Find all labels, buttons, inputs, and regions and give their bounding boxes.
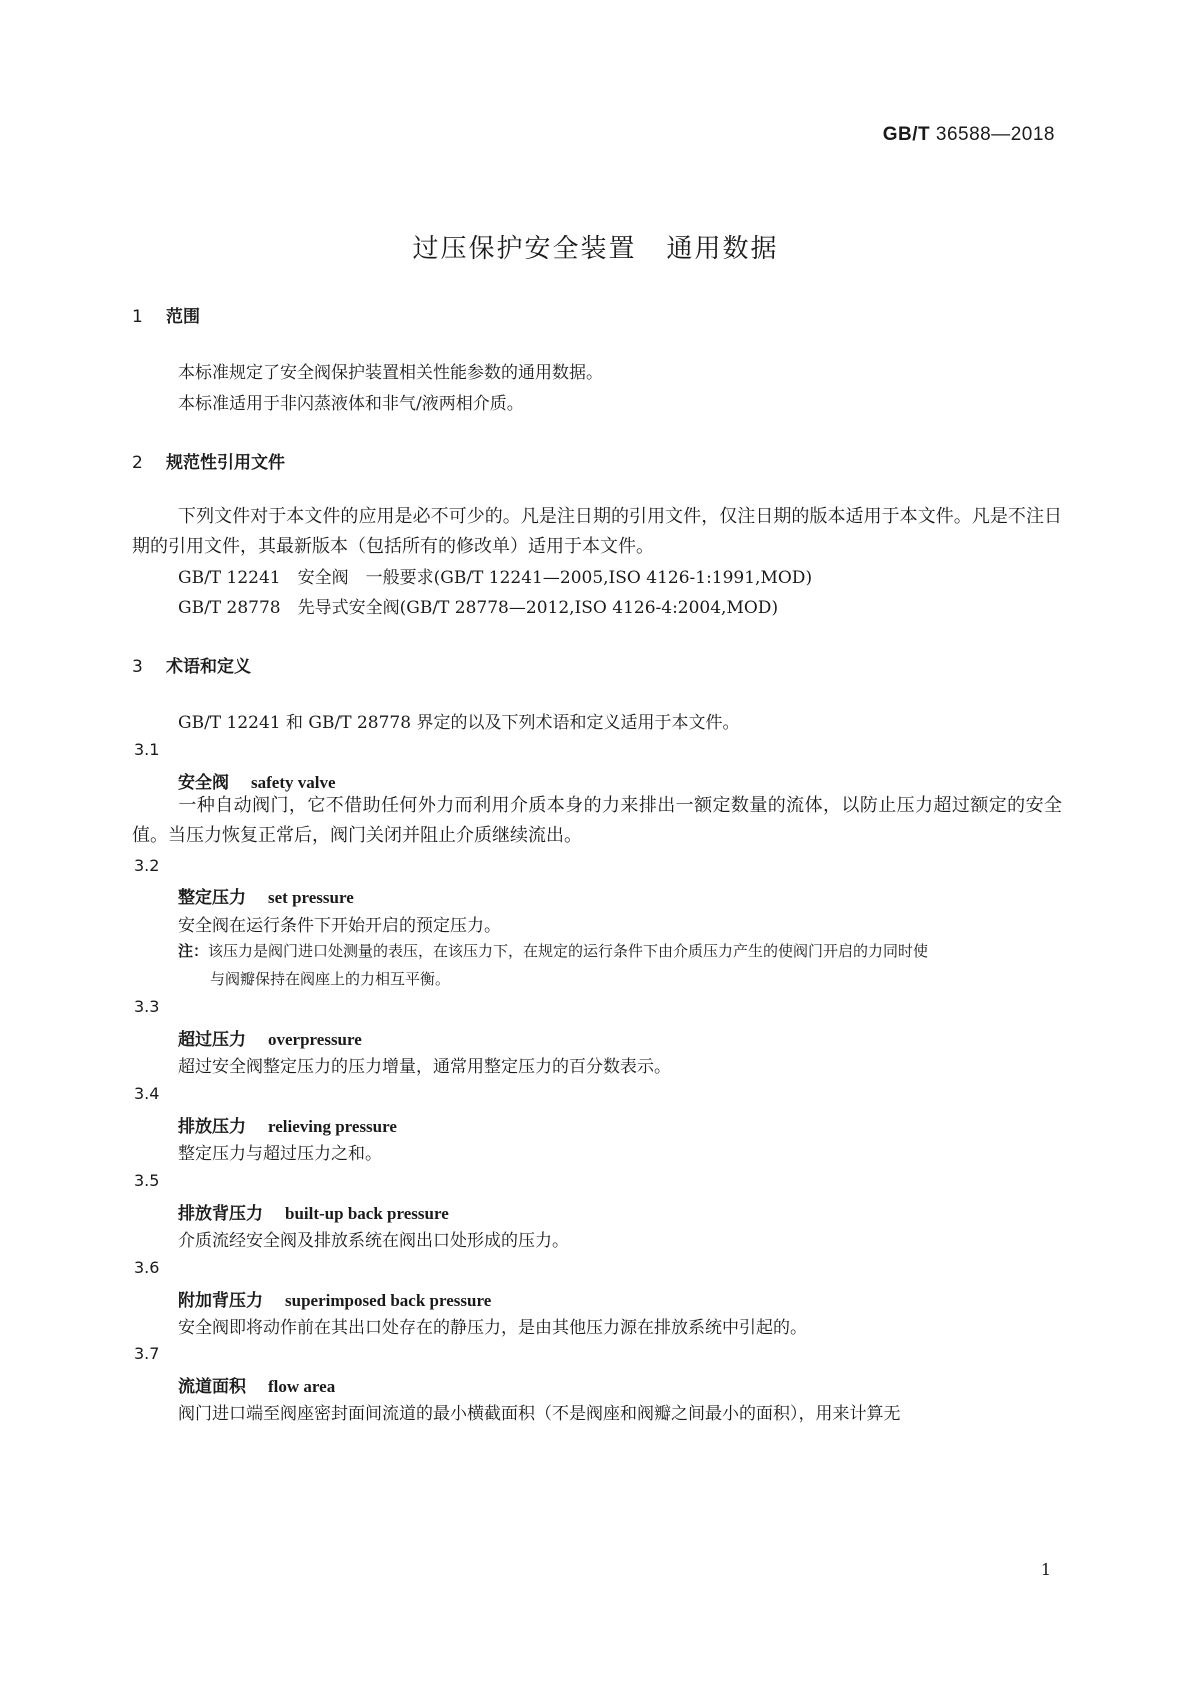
term-definition: 安全阀在运行条件下开始开启的预定压力。	[178, 916, 501, 936]
term-number: 3.7	[134, 1344, 160, 1363]
term-number: 3.1	[134, 740, 160, 759]
section-heading-terms: 3 术语和定义	[132, 657, 251, 677]
term-number: 3.3	[134, 997, 160, 1016]
term-title: 附加背压力 superimposed back pressure	[178, 1291, 492, 1311]
term-definition: 阀门进口端至阀座密封面间流道的最小横截面积（不是阀座和阀瓣之间最小的面积），用来计算无	[178, 1404, 901, 1424]
page-number: 1	[1040, 1560, 1051, 1579]
term-number: 3.2	[134, 856, 160, 875]
term-title: 排放压力 relieving pressure	[178, 1117, 397, 1137]
scope-paragraph-1: 本标准规定了安全阀保护装置相关性能参数的通用数据。	[178, 363, 603, 383]
document-title: 过压保护安全装置 通用数据	[412, 234, 779, 264]
term-title: 流道面积 flow area	[178, 1377, 336, 1397]
term-definition: 安全阀即将动作前在其出口处存在的静压力，是由其他压力源在排放系统中引起的。	[178, 1318, 807, 1338]
term-title: 排放背压力 built-up back pressure	[178, 1204, 449, 1224]
scope-paragraph-2: 本标准适用于非闪蒸液体和非气/液两相介质。	[178, 394, 524, 414]
standard-number: 36588—2018	[935, 124, 1055, 145]
term-note: 注：该压力是阀门进口处测量的表压，在该压力下，在规定的运行条件下由介质压力产生的使阀门开启的力同时使 与阀瓣保持在阀座上的力相互平衡。	[178, 942, 929, 988]
term-definition: 超过安全阀整定压力的压力增量，通常用整定压力的百分数表示。	[178, 1057, 671, 1077]
reference-item: GB/T 12241 安全阀 一般要求(GB/T 12241—2005,ISO 4126-1:1991,MOD)	[178, 568, 813, 588]
term-definition: 介质流经安全阀及排放系统在阀出口处形成的压力。	[178, 1231, 569, 1251]
references-intro: 下列文件对于本文件的应用是必不可少的。凡是注日期的引用文件，仅注日期的版本适用于本文件。凡是不注日期的引用文件，其最新版本（包括所有的修改单）适用于本文件。	[132, 506, 1062, 557]
term-title: 安全阀 safety valve	[178, 773, 336, 793]
term-number: 3.5	[134, 1171, 160, 1190]
term-number: 3.6	[134, 1258, 160, 1277]
term-title: 超过压力 overpressure	[178, 1030, 362, 1050]
term-title: 整定压力 set pressure	[178, 888, 354, 908]
standard-code	[883, 124, 1055, 146]
term-definition: 一种自动阀门，它不借助任何外力而利用介质本身的力来排出一额定数量的流体，以防止压力超过额定的安全值。当压力恢复正常后，阀门关闭并阻止介质继续流出。	[132, 795, 1062, 846]
term-definition: 整定压力与超过压力之和。	[178, 1144, 382, 1164]
section-heading-references: 2 规范性引用文件	[132, 453, 285, 473]
reference-item: GB/T 28778 先导式安全阀(GB/T 28778—2012,ISO 4126-4:2004,MOD)	[178, 598, 779, 618]
section-heading-scope: 1 范围	[132, 307, 200, 327]
term-number: 3.4	[134, 1084, 160, 1103]
terms-intro: GB/T 12241 和 GB/T 28778 界定的以及下列术语和定义适用于本文件。	[178, 713, 740, 733]
standard-prefix: GB/T	[882, 124, 931, 145]
